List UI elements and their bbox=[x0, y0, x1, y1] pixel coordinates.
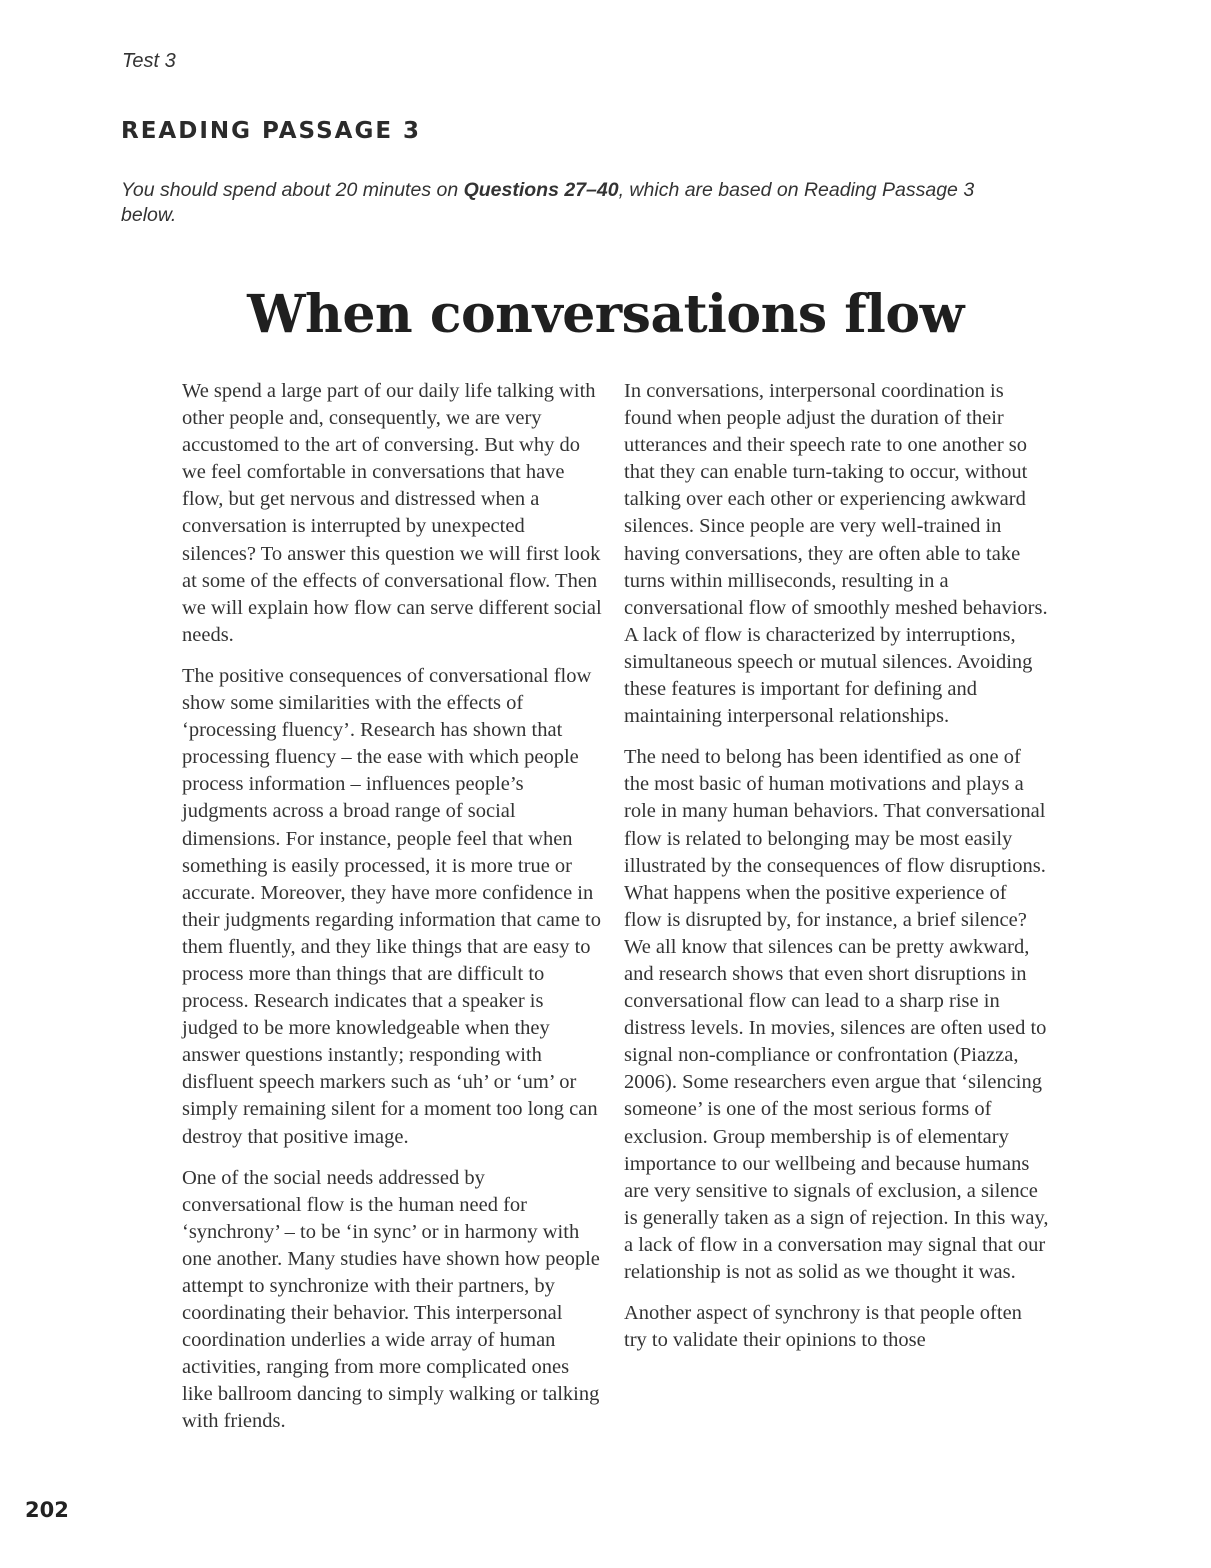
test-label: Test 3 bbox=[122, 50, 176, 72]
instructions-questions: Questions 27–40 bbox=[463, 179, 619, 201]
paragraph: The positive consequences of conversational flow show some similarities with the effects of ‘processing fluency’. Research has shown that processing fluency – the ease with which people process information – influences people’s judgments across a broad range of social dimensions. For instance, people feel that when something is easily processed, it is more true or accurate. Moreover, they have more confidence in their judgments regarding information that came to them fluently, and they like things that are easy to process more than things that are difficult to process. Research indicates that a speaker is judged to be more knowledgeable when they answer questions instantly; responding with disfluent speech markers such as ‘uh’ or ‘um’ or simply remaining silent for a moment too long can destroy that positive image. bbox=[182, 664, 601, 1148]
paragraph: The need to belong has been identified as one of the most basic of human motivations and plays a role in many human behaviors. That conversational flow is related to belonging may be most easily illustrated by the consequences of flow disruptions. What happens when the positive experience of flow is disrupted by, for instance, a brief silence? We all know that silences can be pretty awkward, and research shows that even short disruptions in conversational flow can lead to a sharp rise in distress levels. In movies, silences are often used to signal non-compliance or confrontation (Piazza, 2006). Some researchers even argue that ‘silencing someone’ is one of the most serious forms of exclusion. Group membership is of elementary importance to our wellbeing and because humans are very sensitive to signals of exclusion, a silence is generally taken as a sign of rejection. In this way, a lack of flow in a conversation may signal that our relationship is not as solid as we thought it was. bbox=[624, 746, 1049, 1283]
instructions-prefix: You should spend about 20 minutes on bbox=[121, 179, 464, 201]
instructions bbox=[121, 178, 1001, 228]
article-title: When conversations flow bbox=[247, 284, 964, 345]
left-column bbox=[182, 378, 602, 1450]
paragraph: One of the social needs addressed by conversational flow is the human need for ‘synchrony’ – to be ‘in sync’ or in harmony with one another. Many studies have shown how people attempt to synchronize with their partners, by coordinating their behavior. This interpersonal coordination underlies a wide array of human activities, ranging from more complicated ones like ballroom dancing to simply walking or talking with friends. bbox=[182, 1166, 600, 1433]
right-column bbox=[624, 378, 1049, 1368]
instructions-suffix: , which are based on Reading Passage 3 below. bbox=[121, 179, 975, 226]
paragraph: Another aspect of synchrony is that people often try to validate their opinions to those bbox=[624, 1302, 1022, 1352]
page-number: 202 bbox=[25, 1498, 69, 1522]
paragraph: We spend a large part of our daily life talking with other people and, consequently, we are very accustomed to the art of conversing. But why do we feel comfortable in conversations that have flow, but get nervous and distressed when a conversation is interrupted by unexpected silences? To answer this question we will first look at some of the effects of conversational flow. Then we will explain how flow can serve different social needs. bbox=[182, 380, 602, 646]
section-heading: READING PASSAGE 3 bbox=[121, 118, 422, 144]
paragraph: In conversations, interpersonal coordination is found when people adjust the duration of their utterances and their speech rate to one another so that they can enable turn-taking to occur, without talking over each other or experiencing awkward silences. Since people are very well-trained in having conversations, they are often able to take turns within milliseconds, resulting in a conversational flow of smoothly meshed behaviors. A lack of flow is characterized by interruptions, simultaneous speech or mutual silences. Avoiding these features is important for defining and maintaining interpersonal relationships. bbox=[624, 380, 1048, 728]
